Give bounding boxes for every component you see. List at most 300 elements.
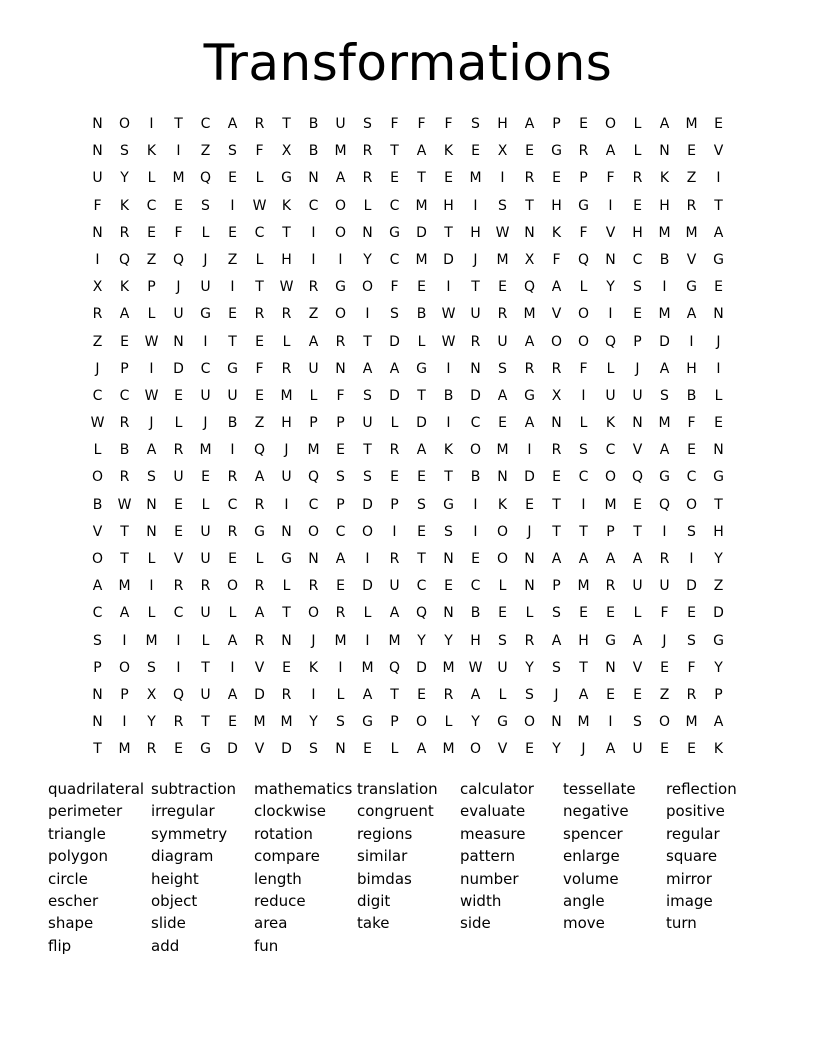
grid-letter[interactable]: T [120,551,129,567]
grid-letter[interactable]: A [659,360,670,377]
grid-letter[interactable]: M [334,143,347,160]
grid-letter[interactable]: L [525,605,534,622]
grid-letter[interactable]: F [174,224,183,241]
grid-letter[interactable]: D [389,387,400,404]
grid-letter[interactable]: T [282,116,291,132]
grid-letter[interactable]: L [309,387,318,404]
grid-letter[interactable]: D [524,469,535,486]
grid-letter[interactable]: O [334,306,347,323]
grid-letter[interactable]: S [363,469,372,486]
grid-letter[interactable]: U [281,469,292,486]
grid-letter[interactable]: V [713,143,724,160]
grid-letter[interactable]: R [443,686,454,703]
grid-letter[interactable]: E [228,714,237,731]
grid-letter[interactable]: S [147,469,156,486]
grid-letter[interactable]: F [687,415,696,432]
grid-letter[interactable]: I [230,197,235,214]
grid-letter[interactable]: R [551,360,562,377]
grid-letter[interactable]: S [147,659,156,676]
grid-letter[interactable]: I [149,578,154,595]
grid-letter[interactable]: A [524,116,535,132]
grid-letter[interactable]: E [120,333,129,350]
grid-letter[interactable]: R [335,605,346,622]
grid-letter[interactable]: B [686,387,697,404]
grid-letter[interactable]: E [714,415,723,432]
grid-letter[interactable]: L [174,415,183,432]
grid-letter[interactable]: C [632,251,643,268]
grid-letter[interactable]: Y [120,170,129,187]
grid-letter[interactable]: G [443,496,454,513]
grid-letter[interactable]: B [659,251,670,268]
grid-letter[interactable]: C [227,496,238,513]
grid-letter[interactable]: H [551,197,562,214]
grid-letter[interactable]: K [497,496,508,513]
grid-letter[interactable]: N [551,415,562,432]
grid-letter[interactable]: S [687,523,696,540]
grid-letter[interactable]: A [362,360,373,377]
grid-letter[interactable]: U [632,387,643,404]
grid-letter[interactable]: C [200,116,211,132]
grid-letter[interactable]: R [254,116,265,132]
grid-letter[interactable]: R [227,523,238,540]
grid-letter[interactable]: E [498,279,507,296]
grid-letter[interactable]: T [363,442,372,459]
grid-letter[interactable]: E [174,496,183,513]
grid-letter[interactable]: M [280,387,293,404]
grid-letter[interactable]: I [446,279,451,296]
grid-letter[interactable]: O [658,714,671,731]
grid-letter[interactable]: M [118,741,131,758]
grid-letter[interactable]: M [415,251,428,268]
grid-letter[interactable]: W [441,333,456,350]
grid-letter[interactable]: T [390,143,399,160]
grid-letter[interactable]: E [633,306,642,323]
grid-letter[interactable]: L [633,116,642,132]
grid-letter[interactable]: R [254,306,265,323]
grid-letter[interactable]: Z [713,578,724,595]
grid-letter[interactable]: Y [309,714,318,731]
grid-letter[interactable]: E [579,116,588,132]
grid-letter[interactable]: P [336,415,345,432]
grid-letter[interactable]: R [281,360,292,377]
grid-letter[interactable]: I [203,333,208,350]
grid-letter[interactable]: S [687,632,696,649]
grid-letter[interactable]: S [309,741,318,758]
grid-letter[interactable]: N [551,714,562,731]
grid-letter[interactable]: Q [307,469,320,486]
grid-letter[interactable]: E [228,551,237,567]
grid-letter[interactable]: R [281,686,292,703]
grid-letter[interactable]: G [713,469,724,486]
grid-letter[interactable]: T [552,523,561,540]
grid-letter[interactable]: P [633,333,642,350]
grid-letter[interactable]: U [389,578,400,595]
grid-letter[interactable]: Q [415,605,428,622]
grid-letter[interactable]: C [146,197,157,214]
grid-letter[interactable]: O [523,714,536,731]
grid-letter[interactable]: E [417,469,426,486]
grid-letter[interactable]: I [473,523,478,540]
grid-letter[interactable]: O [334,224,347,241]
grid-letter[interactable]: S [552,605,561,622]
grid-letter[interactable]: J [662,632,667,649]
grid-letter[interactable]: J [473,251,478,268]
grid-letter[interactable]: T [579,523,588,540]
grid-letter[interactable]: L [336,686,345,703]
grid-letter[interactable]: T [633,523,642,540]
grid-letter[interactable]: N [497,469,508,486]
grid-letter[interactable]: E [579,605,588,622]
grid-letter[interactable]: I [122,714,127,731]
grid-letter[interactable]: R [119,469,130,486]
grid-letter[interactable]: U [362,415,373,432]
grid-letter[interactable]: I [338,251,343,268]
grid-letter[interactable]: I [365,306,370,323]
grid-letter[interactable]: C [308,496,319,513]
grid-letter[interactable]: K [551,224,562,241]
grid-letter[interactable]: B [227,415,238,432]
grid-letter[interactable]: T [363,333,372,350]
grid-letter[interactable]: R [173,442,184,459]
grid-letter[interactable]: E [444,578,453,595]
grid-letter[interactable]: N [146,496,157,513]
grid-letter[interactable]: F [93,197,102,214]
grid-letter[interactable]: G [686,279,697,296]
grid-letter[interactable]: M [118,578,131,595]
grid-letter[interactable]: A [524,333,535,350]
grid-letter[interactable]: C [416,578,427,595]
grid-letter[interactable]: I [608,714,613,731]
grid-letter[interactable]: E [255,387,264,404]
grid-letter[interactable]: A [416,442,427,459]
grid-letter[interactable]: R [497,306,508,323]
grid-letter[interactable]: A [308,333,319,350]
grid-letter[interactable]: W [279,279,294,296]
grid-letter[interactable]: T [282,605,291,622]
grid-letter[interactable]: Q [253,442,266,459]
grid-letter[interactable]: M [604,496,617,513]
grid-letter[interactable]: T [444,469,453,486]
grid-letter[interactable]: Y [471,714,480,731]
grid-letter[interactable]: K [308,659,319,676]
grid-letter[interactable]: O [496,551,509,567]
grid-letter[interactable]: S [498,632,507,649]
grid-letter[interactable]: X [146,686,157,703]
grid-letter[interactable]: O [415,714,428,731]
grid-letter[interactable]: L [147,605,156,622]
grid-letter[interactable]: S [363,387,372,404]
grid-letter[interactable]: M [253,714,266,731]
grid-letter[interactable]: Q [604,333,617,350]
grid-letter[interactable]: J [311,632,316,649]
grid-letter[interactable]: S [201,197,210,214]
grid-letter[interactable]: M [415,197,428,214]
grid-letter[interactable]: E [633,496,642,513]
grid-letter[interactable]: E [525,143,534,160]
grid-letter[interactable]: E [714,279,723,296]
grid-letter[interactable]: R [173,578,184,595]
grid-letter[interactable]: N [524,551,535,567]
grid-letter[interactable]: L [201,224,210,241]
grid-letter[interactable]: E [498,415,507,432]
grid-letter[interactable]: T [417,387,426,404]
grid-letter[interactable]: J [635,360,640,377]
grid-letter[interactable]: E [417,686,426,703]
grid-letter[interactable]: N [524,224,535,241]
grid-letter[interactable]: R [92,306,103,323]
grid-letter[interactable]: E [633,686,642,703]
grid-letter[interactable]: B [416,306,427,323]
grid-letter[interactable]: M [442,741,455,758]
grid-letter[interactable]: G [362,714,373,731]
grid-letter[interactable]: S [498,197,507,214]
grid-letter[interactable]: F [255,143,264,160]
grid-letter[interactable]: S [552,659,561,676]
grid-letter[interactable]: S [228,143,237,160]
grid-letter[interactable]: L [390,741,399,758]
grid-letter[interactable]: Z [227,251,238,268]
grid-letter[interactable]: E [417,523,426,540]
grid-letter[interactable]: L [93,442,102,459]
grid-letter[interactable]: M [685,224,698,241]
grid-letter[interactable]: F [417,116,426,132]
grid-letter[interactable]: B [470,469,481,486]
grid-letter[interactable]: S [336,714,345,731]
grid-letter[interactable]: A [551,279,562,296]
grid-letter[interactable]: D [227,741,238,758]
grid-letter[interactable]: D [416,659,427,676]
grid-letter[interactable]: L [201,632,210,649]
grid-letter[interactable]: E [660,659,669,676]
grid-letter[interactable]: E [336,578,345,595]
grid-letter[interactable]: D [713,605,724,622]
grid-letter[interactable]: J [149,415,154,432]
grid-letter[interactable]: N [92,143,103,160]
grid-letter[interactable]: J [554,686,559,703]
grid-letter[interactable]: G [578,197,589,214]
grid-letter[interactable]: E [363,741,372,758]
grid-letter[interactable]: S [579,442,588,459]
grid-letter[interactable]: I [527,442,532,459]
grid-letter[interactable]: G [335,279,346,296]
grid-letter[interactable]: A [254,605,265,622]
grid-letter[interactable]: I [581,496,586,513]
grid-letter[interactable]: N [713,306,724,323]
grid-letter[interactable]: I [149,116,154,132]
grid-letter[interactable]: G [416,360,427,377]
grid-letter[interactable]: V [497,741,508,758]
grid-letter[interactable]: M [307,442,320,459]
grid-letter[interactable]: E [606,686,615,703]
grid-letter[interactable]: L [498,578,507,595]
grid-letter[interactable]: B [308,116,319,132]
grid-letter[interactable]: R [119,224,130,241]
grid-letter[interactable]: D [281,741,292,758]
grid-letter[interactable]: I [230,442,235,459]
grid-letter[interactable]: U [335,116,346,132]
grid-letter[interactable]: R [362,143,373,160]
grid-letter[interactable]: A [227,632,238,649]
grid-letter[interactable]: D [389,333,400,350]
grid-letter[interactable]: M [658,415,671,432]
grid-letter[interactable]: W [117,496,132,513]
grid-letter[interactable]: U [200,686,211,703]
grid-letter[interactable]: A [524,415,535,432]
grid-letter[interactable]: F [579,224,588,241]
grid-letter[interactable]: I [230,279,235,296]
grid-letter[interactable]: E [390,170,399,187]
grid-letter[interactable]: N [146,523,157,540]
grid-letter[interactable]: N [92,116,103,132]
grid-letter[interactable]: H [659,197,670,214]
grid-letter[interactable]: R [605,578,616,595]
grid-letter[interactable]: M [496,251,509,268]
grid-letter[interactable]: E [147,224,156,241]
grid-letter[interactable]: E [714,116,723,132]
grid-letter[interactable]: T [525,197,534,214]
grid-letter[interactable]: G [713,632,724,649]
grid-letter[interactable]: T [714,197,723,214]
grid-letter[interactable]: M [685,714,698,731]
grid-letter[interactable]: Z [659,686,670,703]
grid-letter[interactable]: M [361,659,374,676]
grid-letter[interactable]: E [174,387,183,404]
grid-letter[interactable]: C [605,442,616,459]
grid-letter[interactable]: A [605,551,616,567]
grid-letter[interactable]: Y [552,741,561,758]
grid-letter[interactable]: L [147,306,156,323]
grid-letter[interactable]: E [282,659,291,676]
grid-letter[interactable]: C [389,197,400,214]
grid-letter[interactable]: A [686,306,697,323]
grid-letter[interactable]: S [525,686,534,703]
grid-letter[interactable]: V [92,523,103,540]
grid-letter[interactable]: A [497,387,508,404]
grid-letter[interactable]: E [471,551,480,567]
grid-letter[interactable]: E [687,741,696,758]
grid-letter[interactable]: N [362,224,373,241]
grid-letter[interactable]: K [659,170,670,187]
grid-letter[interactable]: E [687,605,696,622]
grid-letter[interactable]: L [201,496,210,513]
grid-letter[interactable]: U [605,387,616,404]
grid-letter[interactable]: R [524,632,535,649]
grid-letter[interactable]: R [308,279,319,296]
grid-letter[interactable]: U [227,387,238,404]
grid-letter[interactable]: X [497,143,508,160]
grid-letter[interactable]: R [362,170,373,187]
grid-letter[interactable]: I [365,632,370,649]
grid-letter[interactable]: O [604,116,617,132]
grid-letter[interactable]: U [173,306,184,323]
grid-letter[interactable]: I [689,551,694,567]
grid-letter[interactable]: Y [606,279,615,296]
grid-letter[interactable]: P [552,116,561,132]
grid-letter[interactable]: G [497,714,508,731]
grid-letter[interactable]: H [632,224,643,241]
grid-letter[interactable]: I [716,170,721,187]
grid-letter[interactable]: Q [199,170,212,187]
grid-letter[interactable]: I [500,170,505,187]
grid-letter[interactable]: C [686,469,697,486]
grid-letter[interactable]: I [95,251,100,268]
grid-letter[interactable]: U [308,360,319,377]
grid-letter[interactable]: A [551,551,562,567]
grid-letter[interactable]: C [470,578,481,595]
grid-letter[interactable]: U [497,659,508,676]
grid-letter[interactable]: M [523,306,536,323]
grid-letter[interactable]: B [308,143,319,160]
grid-letter[interactable]: A [362,686,373,703]
grid-letter[interactable]: R [200,578,211,595]
grid-letter[interactable]: E [471,143,480,160]
grid-letter[interactable]: N [632,415,643,432]
grid-letter[interactable]: E [255,333,264,350]
grid-letter[interactable]: R [254,632,265,649]
grid-letter[interactable]: J [176,279,181,296]
grid-letter[interactable]: G [389,224,400,241]
grid-letter[interactable]: S [498,360,507,377]
grid-letter[interactable]: N [335,360,346,377]
grid-letter[interactable]: I [311,251,316,268]
grid-letter[interactable]: I [473,197,478,214]
grid-letter[interactable]: L [390,415,399,432]
grid-letter[interactable]: T [444,224,453,241]
grid-letter[interactable]: R [389,442,400,459]
grid-letter[interactable]: D [686,578,697,595]
grid-letter[interactable]: R [389,551,400,567]
grid-letter[interactable]: S [363,116,372,132]
grid-letter[interactable]: E [228,170,237,187]
grid-letter[interactable]: E [174,523,183,540]
grid-letter[interactable]: F [390,279,399,296]
grid-letter[interactable]: N [443,551,454,567]
grid-letter[interactable]: G [281,170,292,187]
grid-letter[interactable]: L [363,605,372,622]
grid-letter[interactable]: Z [254,415,265,432]
grid-letter[interactable]: S [336,469,345,486]
grid-letter[interactable]: A [605,143,616,160]
grid-letter[interactable]: J [203,251,208,268]
grid-letter[interactable]: M [388,632,401,649]
grid-letter[interactable]: G [227,360,238,377]
grid-letter[interactable]: P [309,415,318,432]
grid-letter[interactable]: O [685,496,698,513]
grid-letter[interactable]: E [687,143,696,160]
grid-letter[interactable]: A [578,686,589,703]
grid-letter[interactable]: Y [363,251,372,268]
grid-letter[interactable]: Q [172,686,185,703]
grid-letter[interactable]: N [308,170,319,187]
grid-letter[interactable]: R [632,170,643,187]
grid-letter[interactable]: T [552,496,561,513]
grid-letter[interactable]: G [524,387,535,404]
grid-letter[interactable]: U [92,170,103,187]
grid-letter[interactable]: S [120,143,129,160]
grid-letter[interactable]: N [92,686,103,703]
grid-letter[interactable]: J [716,333,721,350]
grid-letter[interactable]: N [92,714,103,731]
grid-letter[interactable]: B [470,605,481,622]
grid-letter[interactable]: F [579,360,588,377]
grid-letter[interactable]: E [552,469,561,486]
grid-letter[interactable]: H [470,224,481,241]
grid-letter[interactable]: M [658,224,671,241]
grid-letter[interactable]: W [90,415,105,432]
grid-letter[interactable]: L [633,605,642,622]
grid-letter[interactable]: Z [308,306,319,323]
grid-letter[interactable]: A [146,442,157,459]
